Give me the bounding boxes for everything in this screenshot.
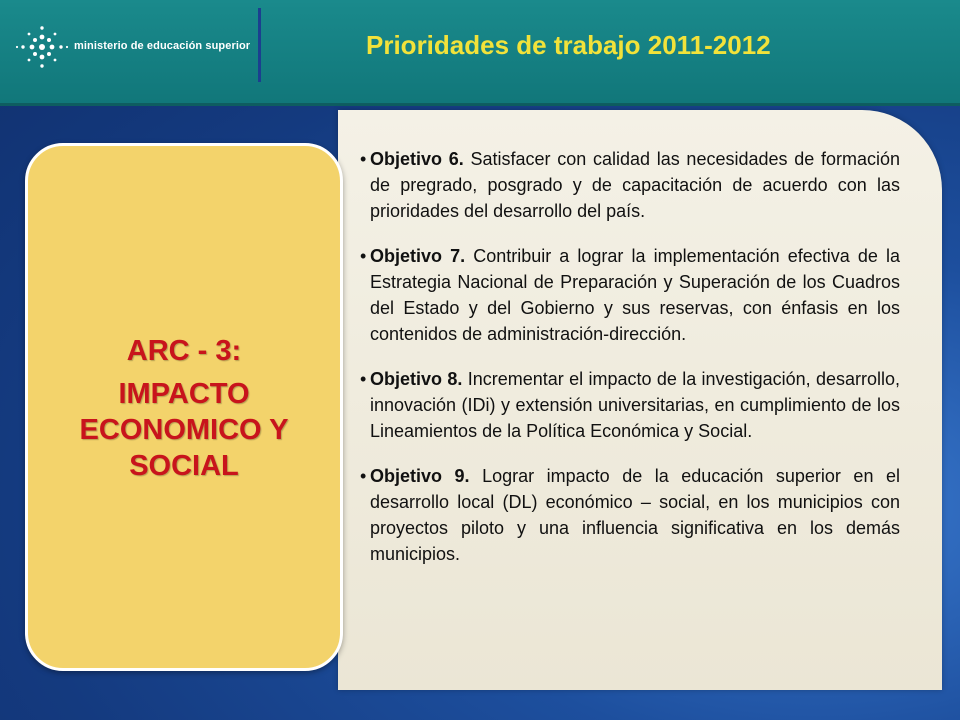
arc-card-subtitle: IMPACTO ECONOMICO Y SOCIAL bbox=[79, 378, 289, 482]
objective-item bbox=[360, 146, 900, 224]
objectives-list bbox=[360, 146, 900, 586]
arc-card-title: ARC - 3: bbox=[126, 335, 242, 367]
bullet-icon: • bbox=[360, 466, 367, 486]
page-title: Prioridades de trabajo 2011-2012 bbox=[366, 30, 771, 60]
objective-text: Lograr impacto de la educación superior en el desarrollo local (DL) económico – social, en los municipios con proyectos piloto y una influencia significativa en los demás municipios. bbox=[370, 466, 900, 564]
objective-label: Objetivo 9. bbox=[370, 466, 470, 486]
ministry-logo-icon bbox=[12, 22, 72, 72]
objective-item bbox=[360, 366, 900, 444]
arc-card-text bbox=[28, 334, 340, 484]
header-divider bbox=[258, 8, 261, 82]
arc-card bbox=[25, 143, 343, 671]
objective-label: Objetivo 8. bbox=[370, 369, 463, 389]
objective-text: Contribuir a lograr la implementación efectiva de la Estrategia Nacional de Preparación y Superación de los Cuadros del Estado y del Gobierno y sus reservas, con énfasis en los contenidos de administración-dirección. bbox=[370, 246, 900, 344]
objective-label: Objetivo 6. bbox=[370, 149, 464, 169]
objective-text: Satisfacer con calidad las necesidades de formación de pregrado, posgrado y de capacitación de acuerdo con las prioridades del desarrollo del país. bbox=[370, 149, 900, 221]
objective-text: Incrementar el impacto de la investigación, desarrollo, innovación (IDi) y extensión universitarias, en cumplimiento de los Lineamientos de la Política Económica y Social. bbox=[370, 369, 900, 441]
objective-item bbox=[360, 463, 900, 567]
header-underline bbox=[0, 103, 960, 106]
org-name: ministerio de educación superior bbox=[74, 40, 251, 52]
bullet-icon: • bbox=[360, 369, 367, 389]
objective-label: Objetivo 7. bbox=[370, 246, 466, 266]
bullet-icon: • bbox=[360, 149, 367, 169]
bullet-icon: • bbox=[360, 246, 367, 266]
header-bar bbox=[0, 0, 960, 103]
objective-item bbox=[360, 243, 900, 347]
